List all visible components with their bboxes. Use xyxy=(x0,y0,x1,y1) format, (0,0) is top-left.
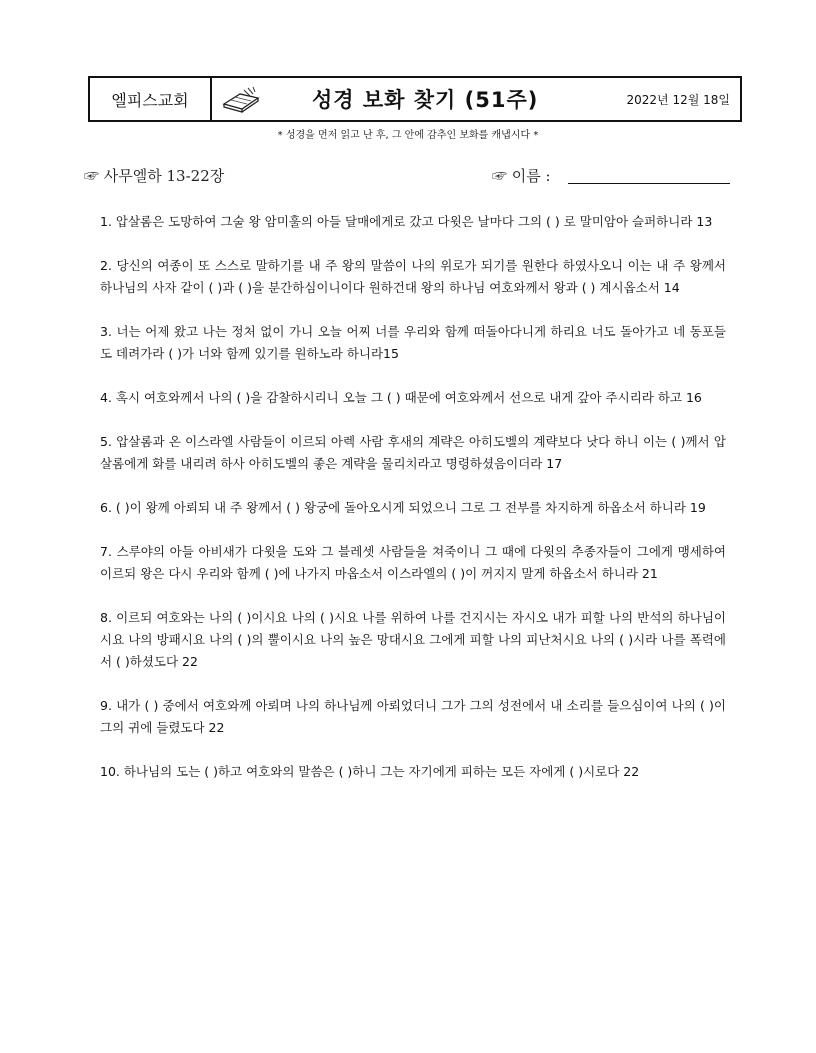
date-label: 2022년 12월 18일 xyxy=(626,92,730,107)
question-item: 6. ( )이 왕께 아뢰되 내 주 왕께서 ( ) 왕궁에 돌아오시게 되었으니 그로 그 전부를 차지하게 하옵소서 하니라 19 xyxy=(100,499,706,515)
question-item: 5. 압살롬과 온 이스라엘 사람들이 이르되 아렉 사람 후새의 계략은 아히도벨의 계략보다 낫다 하니 이는 ( )께서 압살롬에게 화를 내리려 하사 아히도벨의 좋은 계략을 물리치라고 명령하셨음이더라 17 xyxy=(100,433,726,471)
page-title: 성경 보화 찾기 (51주) xyxy=(312,88,539,112)
reading-range: ☞ 사무엘하 13-22장 xyxy=(84,167,225,185)
question-item: 9. 내가 ( ) 중에서 여호와께 아뢰며 나의 하나님께 아뢰었더니 그가 그의 성전에서 내 소리를 들으심이여 나의 ( )이 그의 귀에 들렸도다 22 xyxy=(100,697,726,735)
bible-book-icon xyxy=(220,84,264,114)
header-main xyxy=(212,78,740,120)
instruction-notice: * 성경을 먼저 읽고 난 후, 그 안에 감추인 보화를 캐냅시다 * xyxy=(277,130,539,141)
question-list xyxy=(100,198,726,805)
header-box xyxy=(88,76,742,122)
question-item: 10. 하나님의 도는 ( )하고 여호와의 말씀은 ( )하니 그는 자기에게 피하는 모든 자에게 ( )시로다 22 xyxy=(100,763,640,779)
question-item: 2. 당신의 여종이 또 스스로 말하기를 내 주 왕의 말씀이 나의 위로가 되기를 원한다 하였사오니 이는 내 주 왕께서 하나님의 사자 같이 ( )과 ( )을 분간하심이니이다 원하건대 왕의 하나님 여호와께서 왕과 ( ) 계시옵소서 14 xyxy=(100,257,726,295)
question-item: 7. 스루야의 아들 아비새가 다윗을 도와 그 블레셋 사람들을 쳐죽이니 그 때에 다윗의 추종자들이 그에게 맹세하여 이르되 왕은 다시 우리와 함께 ( )에 나가지 마옵소서 이스라엘의 ( )이 꺼지지 말게 하옵소서 하니라 21 xyxy=(100,543,726,581)
name-input-line[interactable] xyxy=(568,183,730,184)
question-item: 3. 너는 어제 왔고 나는 정처 없이 가니 오늘 어찌 너를 우리와 함께 떠돌아다니게 하리요 너도 돌아가고 네 동포들도 데려가라 ( )가 너와 함께 있기를 원하노라 하니라15 xyxy=(100,323,726,361)
question-item: 8. 이르되 여호와는 나의 ( )이시요 나의 ( )시요 나를 위하여 나를 건지시는 자시오 내가 피할 나의 반석의 하나님이시요 나의 방패시요 나의 ( )의 뿔이시요 나의 높은 망대시요 그에게 피할 나의 피난처시요 나의 ( )시라 나를 폭력에서 ( )하셨도다 22 xyxy=(100,609,726,669)
name-label: ☞ 이름 : xyxy=(492,167,551,185)
question-item: 4. 혹시 여호와께서 나의 ( )을 감찰하시리니 오늘 그 ( ) 때문에 여호와께서 선으로 내게 갚아 주시리라 하고 16 xyxy=(100,389,702,405)
question-item: 1. 압살롬은 도망하여 그술 왕 암미훌의 아들 달매에게로 갔고 다윗은 날마다 그의 ( ) 로 말미암아 슬퍼하니라 13 xyxy=(100,213,713,229)
info-row xyxy=(84,165,734,189)
church-name: 엘피스교회 xyxy=(90,78,212,120)
